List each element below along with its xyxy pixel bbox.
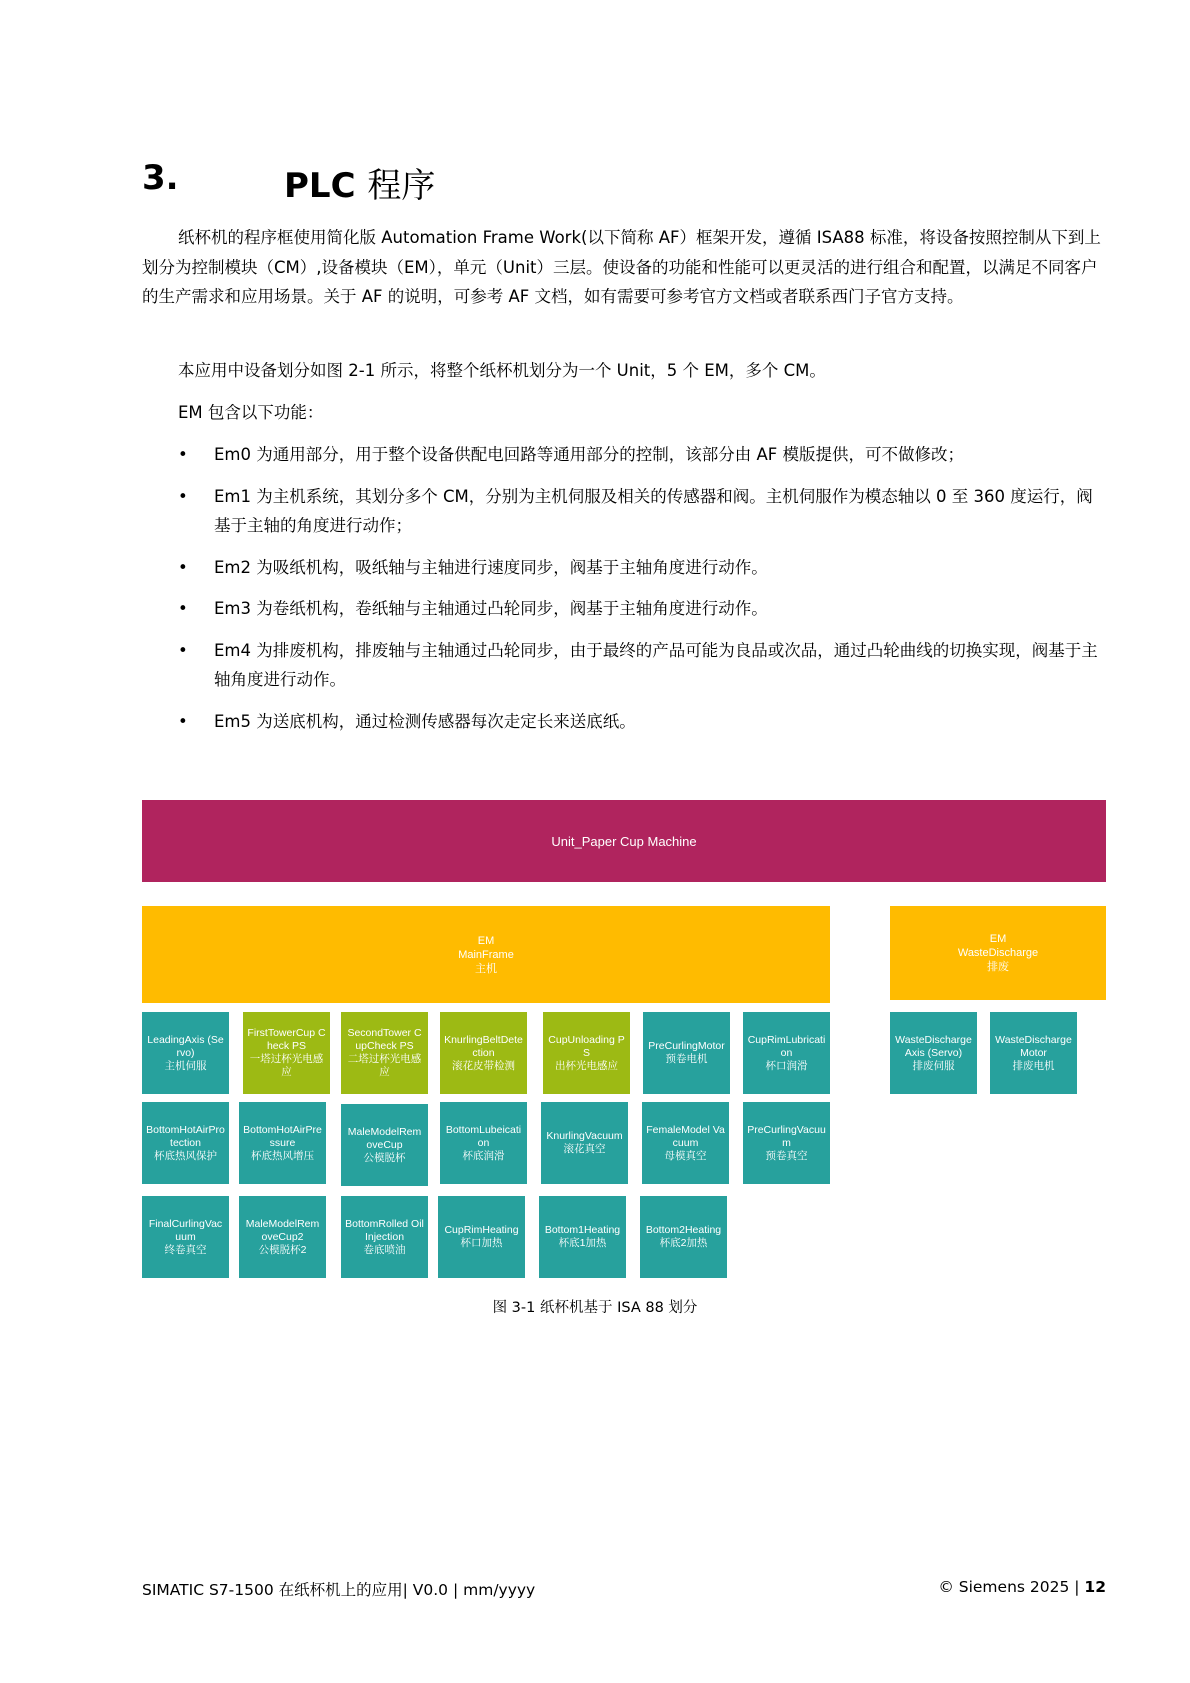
cm-name-cn: 排废伺服 [912,1059,955,1072]
cm-name-cn: 终卷真空 [164,1243,207,1256]
page-number: 12 [1084,1578,1106,1596]
cm-block [341,1196,428,1278]
cm-name: CupRimLubrication [747,1033,826,1059]
cm-name: PreCurlingMotor [648,1040,725,1052]
cm-name: SecondTower CupCheck PS [347,1027,422,1052]
cm-block [539,1196,626,1278]
cm-name: MaleModelRemoveCup2 [245,1217,320,1243]
em-label: EM [477,934,495,947]
em-functions-intro: EM 包含以下功能： [178,403,324,422]
list-item [178,707,1102,737]
cm-name-cn: 预卷电机 [665,1053,708,1065]
cm-name-cn: 杯底润滑 [462,1149,505,1162]
list-item-text: Em0 为通用部分，用于整个设备供配电回路等通用部分的控制，该部分由 AF 模版提供，可不做修改； [214,445,965,464]
list-item-text: Em4 为排废机构，排废轴与主轴通过凸轮同步，由于最终的产品可能为良品或次品，通过凸轮曲线的切换实现，阀基于主轴角度进行动作。 [214,640,1098,689]
cm-name-cn: 杯底1加热 [558,1237,607,1249]
cm-name: PreCurlingVacuum [747,1123,826,1149]
list-item [178,594,1102,624]
bullet-icon: • [178,599,188,618]
footer-document-title: SIMATIC S7-1500 在纸杯机上的应用| V0.0 | mm/yyyy [142,1581,536,1599]
cm-name-cn: 主机伺服 [164,1059,207,1072]
cm-block [440,1102,527,1184]
cm-name-cn: 公模脱杯2 [258,1243,307,1256]
cm-name: CupRimHeating [444,1224,519,1236]
bullet-icon: • [178,557,188,577]
cm-name-cn: 杯口润滑 [765,1059,808,1072]
bullet-icon: • [178,711,188,731]
cm-name: FirstTowerCup Check PS [247,1027,326,1052]
cm-name-cn: 杯底热风增压 [251,1149,314,1162]
cm-name: LeadingAxis (Servo) [147,1033,224,1059]
cm-block [239,1196,326,1278]
cm-name-cn: 排废电机 [1012,1059,1055,1072]
bullet-icon: • [178,445,188,464]
list-item-text: Em2 为吸纸机构，吸纸轴与主轴进行速度同步，阀基于主轴角度进行动作。 [214,557,768,577]
section-number: 3. [142,158,179,198]
cm-name: KnurlingVacuum [546,1130,623,1142]
cm-block [640,1196,727,1278]
list-item-text: Em3 为卷纸机构，卷纸轴与主轴通过凸轮同步，阀基于主轴角度进行动作。 [214,599,768,618]
em-wastedischarge-block [890,906,1106,1000]
list-item [178,636,1102,695]
cm-block [890,1012,977,1094]
cm-name: WasteDischargeMotor [995,1033,1072,1059]
cm-block [341,1012,428,1094]
footer-copyright [938,1578,1106,1596]
cm-name: FinalCurlingVacuum [148,1217,223,1243]
list-item [178,553,1102,583]
cm-name: BottomRolled OilInjection [345,1217,424,1243]
cm-block [990,1012,1077,1094]
section-title [284,158,435,207]
cm-name-cn: 滚花皮带检测 [452,1059,515,1072]
unit-block: Unit_Paper Cup Machine [142,800,1106,882]
em-label: EM [989,933,1007,945]
cm-name: KnurlingBeltDetection [444,1033,523,1059]
cm-block [239,1102,326,1184]
section-title-cn: 程序 [367,166,436,206]
cm-name: MaleModelRemoveCup [347,1125,422,1151]
cm-block [743,1012,830,1094]
cm-name: BottomLubeication [445,1123,522,1149]
cm-block [440,1012,527,1094]
cm-block [341,1104,428,1186]
em-name: WasteDischarge [957,947,1039,959]
em-name-cn: 主机 [475,962,497,975]
cm-name-cn: 公模脱杯 [363,1151,406,1164]
cm-block [743,1102,830,1184]
cm-name-cn: 卷底喷油 [363,1243,406,1256]
cm-name-cn: 二塔过杯光电感应 [347,1053,422,1078]
copyright-text: © Siemens 2025 | [938,1578,1085,1596]
list-item-text: Em5 为送底机构，通过检测传感器每次走定长来送底纸。 [214,711,636,731]
list-item [178,440,1102,470]
cm-block [541,1102,628,1184]
cm-block [543,1012,630,1094]
cm-name: FemaleModel Vacuum [646,1123,725,1149]
cm-block [142,1102,229,1184]
cm-name-cn: 滚花真空 [563,1143,606,1155]
cm-name: Bottom2Heating [645,1224,722,1236]
bullet-icon: • [178,486,188,506]
em-function-list [178,440,1102,748]
cm-block [643,1012,730,1094]
em-name: MainFrame [458,948,514,961]
cm-name: CupUnloading PS [548,1033,625,1059]
cm-name-cn: 母模真空 [664,1149,707,1162]
cm-block [243,1012,330,1094]
cm-name: BottomHotAirPressure [243,1123,322,1149]
cm-block [142,1012,229,1094]
cm-block [642,1102,729,1184]
em-name-cn: 排废 [987,961,1009,973]
cm-name-cn: 杯底2加热 [659,1237,708,1249]
bullet-icon: • [178,640,188,660]
cm-name: Bottom1Heating [544,1224,621,1236]
isa88-diagram [142,800,1106,1280]
em-mainframe-block [142,906,830,1003]
cm-name-cn: 杯底热风保护 [154,1149,217,1162]
cm-name: BottomHotAirProtection [146,1123,225,1149]
section-title-latin: PLC [284,166,356,206]
cm-name-cn: 杯口加热 [460,1237,503,1249]
cm-name-cn: 出杯光电感应 [555,1059,618,1072]
cm-name-cn: 一塔过杯光电感应 [249,1053,324,1078]
figure-caption: 图 3-1 纸杯机基于 ISA 88 划分 [492,1300,698,1316]
division-paragraph: 本应用中设备划分如图 2-1 所示，将整个纸杯机划分为一个 Unit，5 个 EM，多个 CM。 [178,361,826,380]
list-item [178,482,1102,541]
cm-name: WasteDischargeAxis (Servo) [895,1033,972,1059]
cm-block [438,1196,525,1278]
cm-name-cn: 预卷真空 [765,1149,808,1162]
intro-paragraph: 纸杯机的程序框使用简化版 Automation Frame Work(以下简称 AF）框架开发，遵循 ISA88 标准，将设备按照控制从下到上划分为控制模块（CM）,设备模块（EM），单元（Unit）三层。使设备的功能和性能可以更灵活的进行组合和配置，以满足不同客户的生产需求和应用场景。关于 AF 的说明，可参考 AF 文档，如有需要可参考官方文档或者联系西门子官方支持。 [142,228,1101,306]
list-item-text: Em1 为主机系统，其划分多个 CM，分别为主机伺服及相关的传感器和阀。主机伺服作为模态轴以 0 至 360 度运行，阀基于主轴的角度进行动作； [214,486,1093,535]
cm-block [142,1196,229,1278]
